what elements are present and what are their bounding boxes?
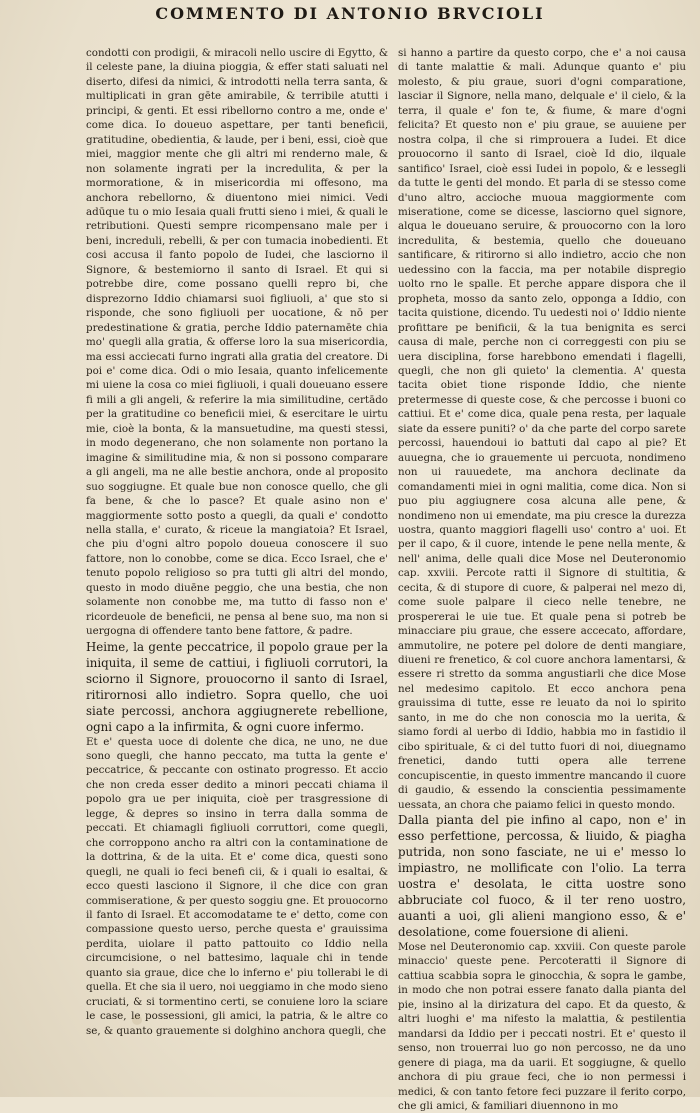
scripture-verse: Dalla pianta del pie infino al capo, non e' in esso perfettione, percossa, & liuido, & piagha putrida, non sono fasciate, ne ui e' messo lo impiastro, ne mollificate con l'olio. La terra uostra e' desolata, le citta uostre sono abbruciate col fuoco, & il ter reno uostro, auanti a uoi, gli alieni mangiono esso, & e' desolatione, come fouersione di alieni. [398,813,686,940]
commentary-paragraph: condotti con prodigii, & miracoli nello uscire di Egytto, & il celeste pane, la diuina pioggia, & effer stati saluati nel diserto, difesi da nimici, & introdotti nella terra santa, & multiplicati in gran gēte amirabile, & terribile atutti i principi, & genti. Et essi ribellorno contro a me, onde e' come dica. Io doueuo aspettare, per tanti beneficii, gratitudine, obedientia, & laude, per i beni, essi, cioè que miei, maggior mente che gli altri mi renderno male, & non solamente ingrati per la incredulita, & per la mormoratione, & in misericordia mi offesono, ma anchora rebellorno, & diuentono miei nimici. Vedi adūque tu o mio Iesaia quali frutti sieno i miei, & quali le retributioni. Questi sempre ricompensano male per i beni, increduli, rebelli, & per con tumacia inobedienti. Et cosi accusa il fanto popolo de Iudei, che lasciorno il Signore, & bestemiorno il santo di Israel. Et qui si potrebbe dire, come possano quelli repro bi, che disprezorno Iddio chiamarsi suoi figliuoli, a' que sto si risponde, che sono figliuoli per uocatione, & nō per predestinatione & gratia, perche Iddio paternamēte chia mo' quegli alla gratia, & offerse loro la sua misericordia, ma essi acciecati furno ingrati alla gratia del creatore. Di poi e' come dica. Odi o mio Iesaia, quanto infelicemente mi uiene la cosa co miei figliuoli, i quali doueuano essere fi mili a gli angeli, & referire la mia similitudine, certādo per la gratitudine co beneficii miei, & esercitare le uirtu mie, cioè la bonta, & la mansuetudine, ma questi stessi, in modo degenerano, che non solamente non portano la imagine & similitudine mia, & non si possono comparare a gli angeli, ma ne alle bestie anchora, onde al proposito suo soggiugne. Et quale bue non conosce quello, che gli fa bene, & che lo pasce? Et quale asino non e' maggiormente sotto posto a quegli, da quali e' condotto nella stalla, e' curato, & riceue la mangiatoia? Et Israel, che piu d'ogni altro popolo doueua conoscere il suo fattore, non lo conobbe, come se dica. Ecco Israel, che e' tenuto popolo religioso so pra tutti gli altri del mondo, questo in modo diuēne peggio, che una bestia, che non solamente non conobbe me, ma tutto di fasso non e' ricordeuole de beneficii, ne pensa al bene suo, ma non si uergogna di offendere tanto bene fattore, & padre. [86,47,388,638]
commentary-paragraph: Mose nel Deuteronomio cap. xxviii. Con queste parole minaccio' queste pene. Percoteratti il Signore di cattiua scabbia sopra le ginocchia, & sopra le gambe, in modo che non potrai essere fanato dalla pianta del pie, insino al la dirizatura del capo. Et da questo, & altri luoghi e' ma nifesto la malattia, & pestilentia mandarsi da Iddio per i peccati nostri. Et e' questo il senso, non trouerrai luo go non percosso, ne da uno genere di piaga, ma da uarii. Et soggiugne, & quello anchora di piu graue feci, che io non permessi i medici, & con tanto fetore feci puzzare il ferito corpo, che gli amici, & familiari diuennono in mo [398,941,686,1112]
commentary-paragraph: si hanno a partire da questo corpo, che e' a noi causa di tante malattie & mali. Adunque quanto e' piu molesto, & piu graue, suori d'ogni comparatione, lasciar il Signore, nella mano, delquale e' il cielo, & la terra, il quale e' fon te, & fiume, & mare d'ogni felicita? Et questo non e' piu graue, se auuiene per nostra colpa, il che si rimprouera a Iudei. Et dice prouocorno il santo di Israel, cioè Id dio, ilquale santifico' Israel, cioè essi Iudei in popolo, & e lessegli da tutte le genti del mondo. Et parla di se stesso come d'uno altro, accioche muoua maggiormente com miseratione, come se dicesse, lasciorno quel signore, alqua le doueuano seruire, & prouocorno con la loro incredulita, & bestemia, quello che doueuano santificare, & ritirorno si allo indietro, accio che non uedessino con la faccia, ma per notabile dispregio uolto rno le spalle. Et perche appare dispora che il propheta, mosso da santo zelo, opponga a Iddio, con tacita quistione, dicendo. Tu uedesti noi o' Iddio niente profittare pe benificii, & la tua benignita es serci causa di male, perche non ci correggesti con piu se uera disciplina, forse harebbono emendati i flagelli, quegli, che non gli quieto' la clementia. A' questa tacita obiet tione risponde Iddio, che niente pretermesse di queste cose, & che percosse i buoni co cattiui. Et e' come dica, quale pena resta, per laquale siate da essere puniti? o' da che parte del corpo sarete percossi, hauendoui io battuti dal capo al pie? Et auuegna, che io grauemente ui percuota, nondimeno non ui rauuedete, ma anchora declinate da comandamenti miei in ogni malitia, come dica. Non si puo piu aggiugnere cosa alcuna alle pene, & nondimeno non ui emendate, ma piu cresce la durezza uostra, quanto maggiori flagelli uso' contro a' uoi. Et per il capo, & il cuore, intende le pene nella mente, & nell' anima, delle quali dice Mose nel Deuteronomio cap. xxviii. Percote ratti il Signore di stultitia, & cecita, & di stupore di cuore, & palperai nel mezo di, come suole palpare il cieco nelle tenebre, ne prospererai le uie tue. Et quale pena si potreb be minacciare piu graue, che essere accecato, affordare, ammutolire, ne potere pel dolore de denti mangiare, diueni re frenetico, & col cuore anchora lamentarsi, & essere ri stretto da somma angustiarli che dice Mose nel medesimo capitolo. Et ecco anchora pena grauissima di tutte, esse re leuato da noi lo spirito santo, in me do che non conoscia mo la uerita, & siamo fordi al uerbo di Iddio, habbia mo in fastidio il cibo spirituale, & ci del tutto fuori di noi, diuegnamo frenetici, dando tutti opera alle terrene concupiscentie, in questo immentre mancando il cuore di gaudio, & essendo la conscientia pessimamente uessata, an chora che paiamo felici in questo mondo. [398,47,686,811]
right-column [398,46,686,1112]
running-header: COMMENTO DI ANTONIO BRVCIOLI [155,4,545,23]
scripture-verse: Heime, la gente peccatrice, il popolo graue per la iniquita, il seme de cattiui, i figliuoli corrutori, la sciorno il Signore, prouocorno il santo di Israel, ritirornosi allo indietro. Sopra quello, che uoi siate percossi, anchora aggiugnerete rebellione, ogni capo a la infirmita, & ogni cuore infermo. [86,639,388,734]
paper-stain [560,1040,570,1050]
commentary-paragraph: Et e' questa uoce di dolente che dica, ne uno, ne due sono quegli, che hanno peccato, ma tutta la gente e' peccatrice, & peccante con ostinato progresso. Et accio che non creda esser dedito a minori peccati chiama il popolo gra ue per iniquita, cioè per trasgressione di legge, & depres so insino in terra dalla somma de peccati. Et chiamagli figliuoli corruttori, come quegli, che corroppono ancho ra altri con la contaminatione de la dottrina, & de la uita. Et e' come dica, questi sono quegli, ne quali io feci benefi cii, & i quali io esaltai, & ecco questi lasciono il Signore, il che dice con gran commiseratione, & per questo soggiu gne. Et prouocorno il fanto di Israel. Et accomodatame te e' detto, come con compassione questo uerso, perche questa e' grauissima perdita, uiolare il patto pattouito co Iddio nella circumcisione, o nel battesimo, laquale chi in tende quanto sia graue, dice che lo inferno e' piu tollerabi le di quella. Et che sia il uero, noi ueggiamo in che modo sieno cruciati, & si tormentino certi, se conuiene loro la sciare le case, le possessioni, gli amici, la patria, & le altre co se, & quanto grauemente si dolghino anchora quegli, che [86,735,388,1037]
left-column [86,46,388,1056]
paper-stain [132,1015,142,1025]
